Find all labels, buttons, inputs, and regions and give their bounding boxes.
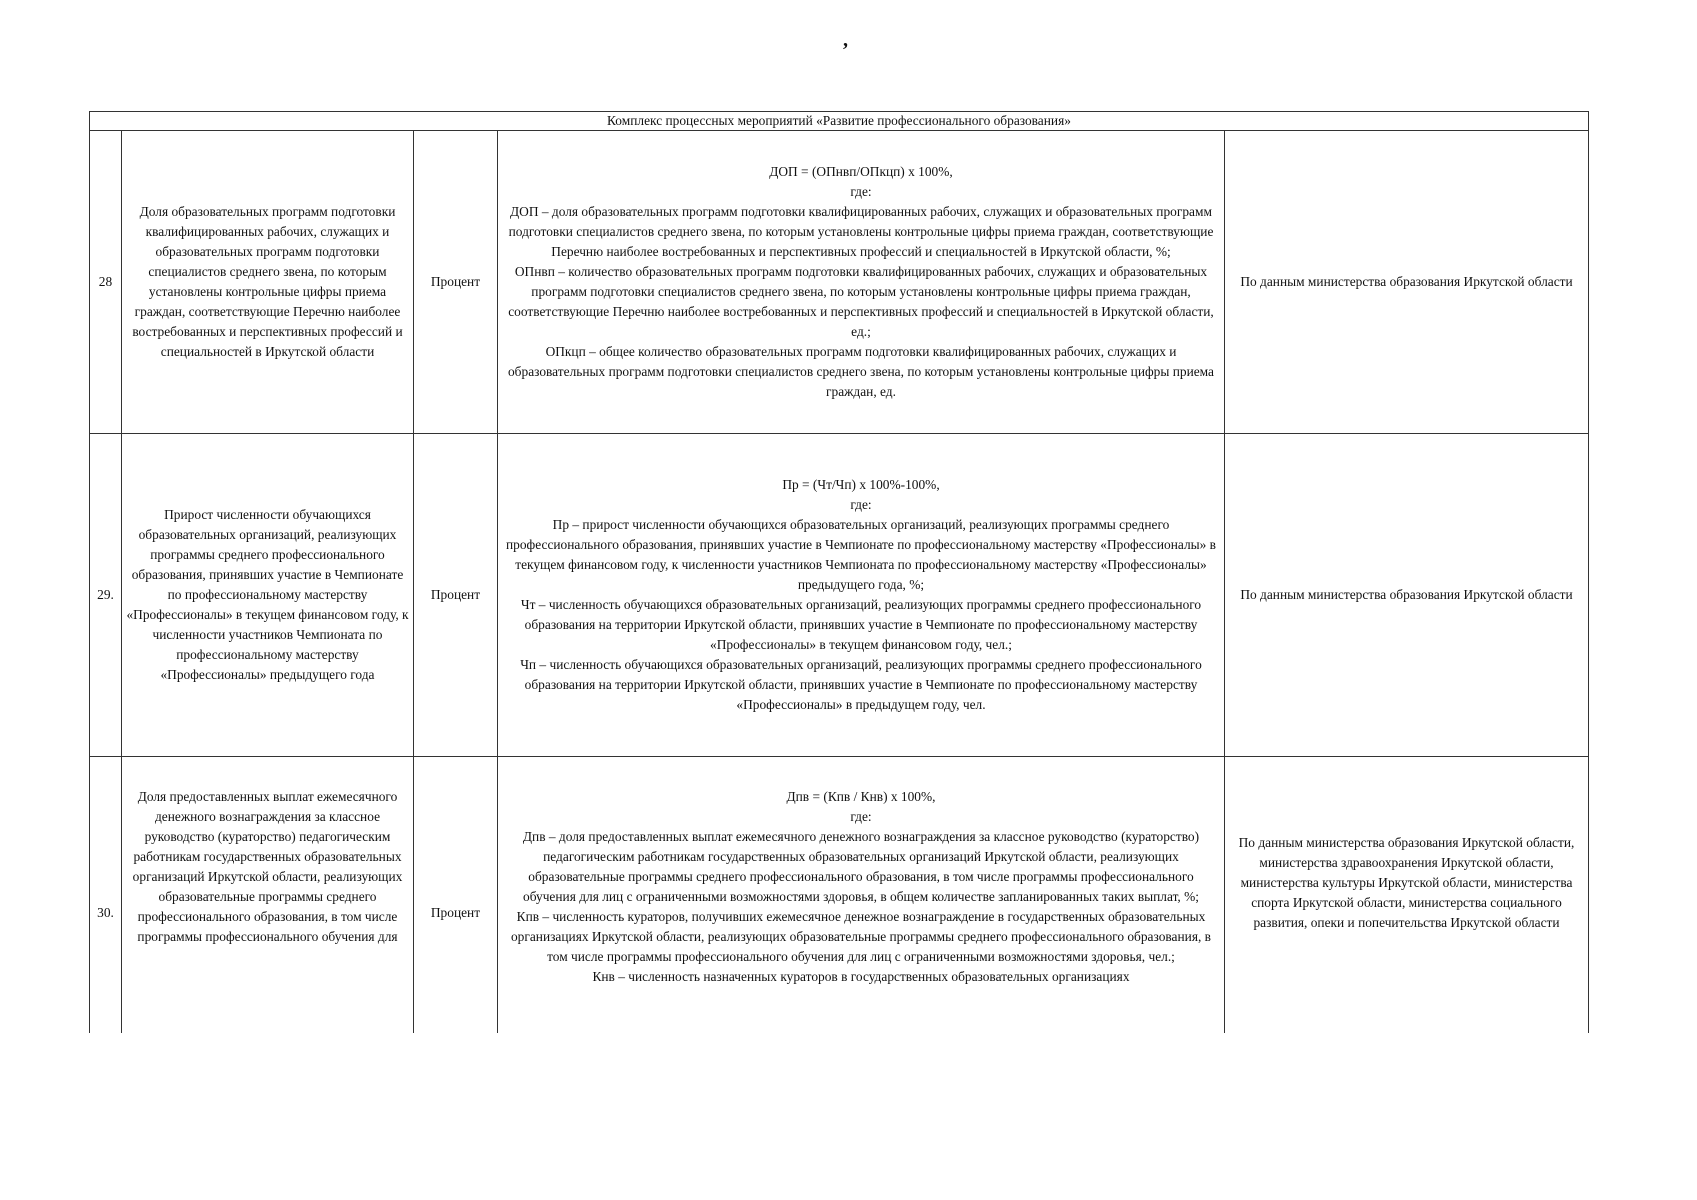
section-title: Комплекс процессных мероприятий «Развитие профессионального образования» xyxy=(90,112,1589,131)
formula-explanation: Пр – прирост численности обучающихся образовательных организаций, реализующих программы среднего профессионального образования, принявших участие в Чемпионате по профессиональному мастерству «Профессионалы» в текущем финансовом году, к численности участников Чемпионата по профессиональному мастерству «Профессионалы» предыдущего года, %; xyxy=(505,517,1216,592)
formula-expression: ДОП = (ОПнвп/ОПкцп) x 100%, xyxy=(769,164,953,179)
indicator-name: Доля образовательных программ подготовки квалифицированных рабочих, служащих и образовательных программ подготовки специалистов среднего звена, по которым установлены контрольные цифры приема граждан, соответствующие Перечню наиболее востребованных и перспективных профессий и специальностей в Иркутской области xyxy=(122,131,414,434)
data-source: По данным министерства образования Иркутской области, министерства здравоохранения Иркутской области, министерства культуры Иркутской области, министерства спорта Иркутской области, министерства социального развития, опеки и попечительства Иркутской области xyxy=(1225,757,1589,1167)
row-number: 30. xyxy=(90,757,122,1167)
calculation-method xyxy=(498,434,1225,757)
formula-explanation: Чп – численность обучающихся образовательных организаций, реализующих программы среднего профессионального образования на территории Иркутской области, принявших участие в Чемпионате по профессиональному мастерству «Профессионалы» в предыдущем году, чел. xyxy=(520,657,1202,712)
section-header-row xyxy=(90,112,1589,131)
formula-where: где: xyxy=(850,184,872,199)
unit-of-measure: Процент xyxy=(414,757,498,1167)
row-number: 28 xyxy=(90,131,122,434)
formula-explanation: ДОП – доля образовательных программ подготовки квалифицированных рабочих, служащих и образовательных программ подготовки специалистов среднего звена, по которым установлены контрольные цифры приема граждан, соответствующие Перечню наиболее востребованных и перспективных профессий и специальностей в Иркутской области, %; xyxy=(508,204,1214,259)
page-mark: , xyxy=(843,29,848,51)
formula-where: где: xyxy=(850,809,872,824)
unit-of-measure: Процент xyxy=(414,131,498,434)
unit-of-measure: Процент xyxy=(414,434,498,757)
row-number: 29. xyxy=(90,434,122,757)
formula-expression: Пр = (Чт/Чп) x 100%-100%, xyxy=(782,477,940,492)
formula-explanation: ОПнвп – количество образовательных программ подготовки квалифицированных рабочих, служащих и образовательных программ подготовки специалистов среднего звена, по которым установлены контрольные цифры приема граждан, соответствующие Перечню наиболее востребованных и перспективных профессий и специальностей в Иркутской области, ед.; xyxy=(508,264,1214,339)
table-row xyxy=(90,131,1589,434)
table-row xyxy=(90,434,1589,757)
data-source: По данным министерства образования Иркутской области xyxy=(1225,131,1589,434)
formula-explanation: Чт – численность обучающихся образовательных организаций, реализующих программы среднего профессионального образования на территории Иркутской области, принявших участие в Чемпионате по профессиональному мастерству «Профессионалы» в текущем финансовом году, чел.; xyxy=(520,597,1202,652)
formula-where: где: xyxy=(850,497,872,512)
calculation-method xyxy=(498,131,1225,434)
formula-explanation: Кпв – численность кураторов, получивших ежемесячное денежное вознаграждение в государственных образовательных организациях Иркутской области, реализующих образовательные программы среднего профессионального образования, в том числе программы профессионального обучения для лиц с ограниченными возможностями здоровья, чел.; xyxy=(510,909,1212,964)
indicators-table xyxy=(89,111,1589,1167)
data-source: По данным министерства образования Иркутской области xyxy=(1225,434,1589,757)
formula-explanation: ОПкцп – общее количество образовательных программ подготовки квалифицированных рабочих, служащих и образовательных программ подготовки специалистов среднего звена, по которым установлены контрольные цифры приема граждан, ед. xyxy=(507,344,1215,399)
formula-explanation: Кнв – численность назначенных кураторов в государственных образовательных организациях xyxy=(592,969,1130,984)
page-continuation-blank xyxy=(0,1033,1697,1200)
indicator-name: Прирост численности обучающихся образовательных организаций, реализующих программы среднего профессионального образования, принявших участие в Чемпионате по профессиональному мастерству «Профессионалы» в текущем финансовом году, к численности участников Чемпионата по профессиональному мастерству «Профессионалы» предыдущего года xyxy=(122,434,414,757)
formula-explanation: Дпв – доля предоставленных выплат ежемесячного денежного вознаграждения за классное руководство (кураторство) педагогическим работникам государственных образовательных организаций Иркутской области, реализующих образовательные программы среднего профессионального образования, в том числе программы профессионального обучения для лиц с ограниченными возможностями здоровья, в общем количестве запланированных таких выплат, %; xyxy=(522,829,1200,904)
formula-expression: Дпв = (Кпв / Кнв) x 100%, xyxy=(786,789,936,804)
indicator-name: Доля предоставленных выплат ежемесячного денежного вознаграждения за классное руководство (кураторство) педагогическим работникам государственных образовательных организаций Иркутской области, реализующих образовательные программы среднего профессионального образования, в том числе программы профессионального обучения для xyxy=(122,757,414,1167)
